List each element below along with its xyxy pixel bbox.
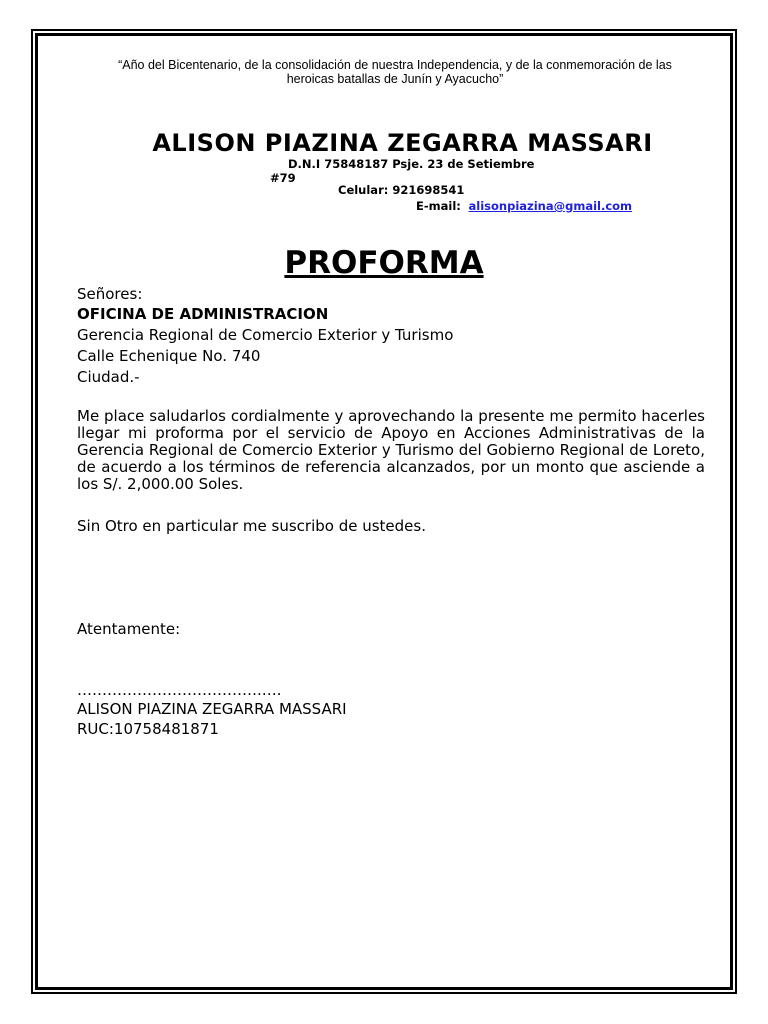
sender-phone: Celular: 921698541 bbox=[338, 183, 465, 197]
farewell: Atentamente: bbox=[77, 620, 181, 638]
recipient-address: Calle Echenique No. 740 bbox=[77, 347, 261, 365]
sender-address-number: #79 bbox=[270, 171, 296, 185]
email-label: E-mail: bbox=[416, 199, 461, 213]
document-title: PROFORMA bbox=[284, 245, 484, 281]
page-border-inner bbox=[35, 33, 733, 990]
recipient-city: Ciudad.- bbox=[77, 368, 140, 386]
motto-line-2: heroicas batallas de Junín y Ayacucho” bbox=[286, 72, 504, 86]
sender-dni-address: D.N.I 75848187 Psje. 23 de Setiembre bbox=[288, 157, 535, 171]
email-link[interactable]: alisonpiazina@gmail.com bbox=[468, 199, 633, 213]
signature-name: ALISON PIAZINA ZEGARRA MASSARI bbox=[77, 700, 347, 718]
body-paragraph: Me place saludarlos cordialmente y aprovechando la presente me permito hacerles llegar mi proforma por el servicio de Apoyo en Acciones Administrativas de la Gerencia Regional de Comercio Exterior y Turismo del Gobierno Regional de Loreto, de acuerdo a los términos de referencia alcanzados, por un monto que asciende a los S/. 2,000.00 Soles. bbox=[77, 407, 705, 493]
motto-line-1: “Año del Bicentenario, de la consolidación de nuestra Independencia, y de la conmemoración de las bbox=[118, 58, 672, 72]
sender-name: ALISON PIAZINA ZEGARRA MASSARI bbox=[152, 129, 653, 157]
recipient-organization: Gerencia Regional de Comercio Exterior y Turismo bbox=[77, 326, 454, 344]
header-motto bbox=[100, 58, 690, 86]
recipient-salutation: Señores: bbox=[77, 285, 143, 303]
closing-line: Sin Otro en particular me suscribo de ustedes. bbox=[77, 517, 426, 535]
sender-email-row bbox=[416, 199, 632, 213]
signature-dots: ……………………………….…. bbox=[77, 681, 282, 699]
recipient-office: OFICINA DE ADMINISTRACION bbox=[77, 305, 329, 323]
signature-ruc: RUC:10758481871 bbox=[77, 720, 219, 738]
